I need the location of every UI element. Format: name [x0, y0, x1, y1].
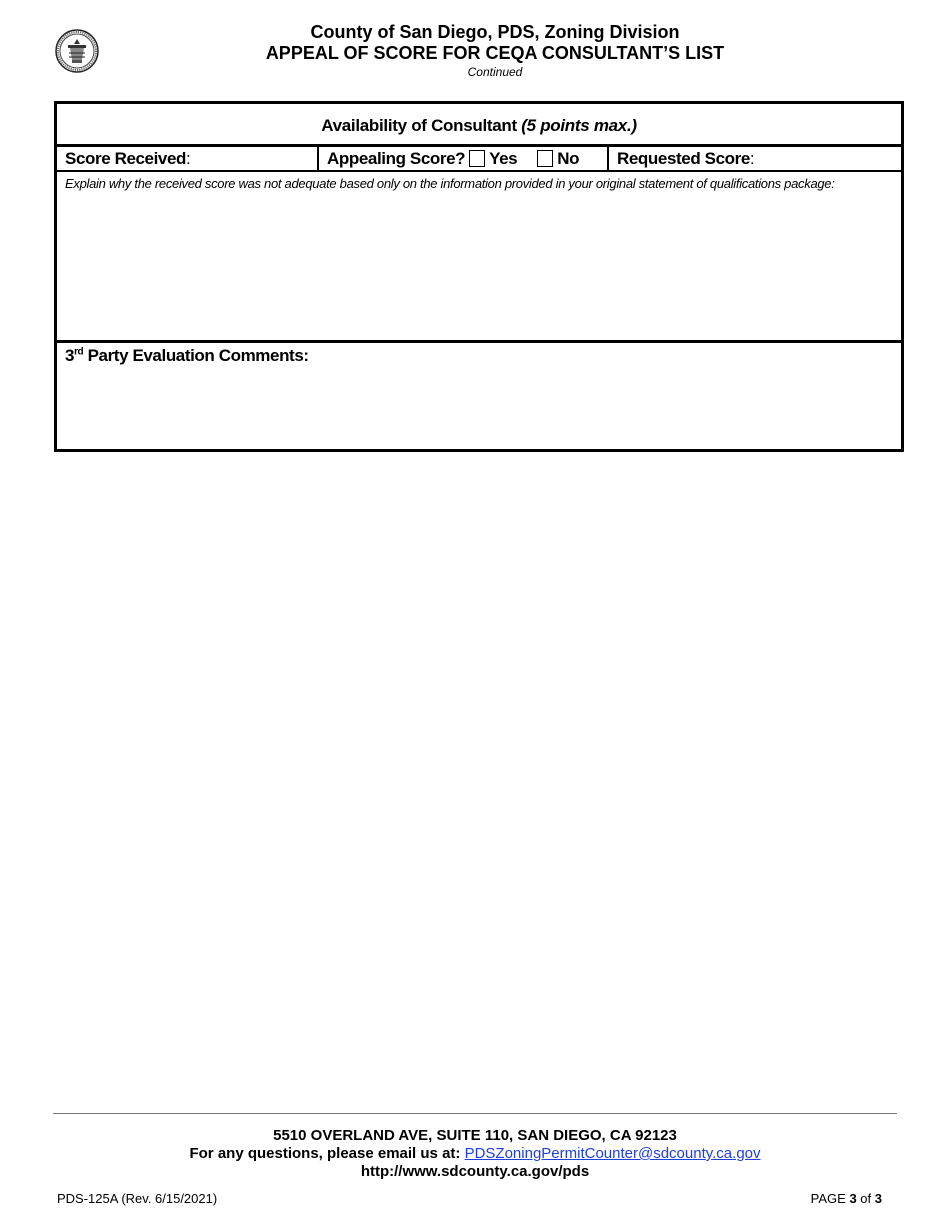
document-header	[0, 22, 950, 80]
appealing-score-label: Appealing Score?	[327, 149, 466, 168]
score-row	[57, 147, 901, 172]
no-checkbox[interactable]	[537, 150, 553, 167]
section-heading	[57, 104, 901, 147]
website-url: http://www.sdcounty.ca.gov/pds	[360, 1163, 590, 1180]
footer	[0, 1127, 950, 1181]
explanation-prompt: Explain why the received score was not adequate based only on the information provided in your original statement of qualifications package:	[65, 176, 835, 191]
third-party-label: 3rd Party Evaluation Comments:	[65, 346, 309, 365]
no-label: No	[557, 149, 580, 168]
appealing-score-field	[319, 147, 609, 170]
section-points: (5 points max.)	[521, 116, 637, 135]
footer-divider	[53, 1113, 897, 1114]
score-received-label: Score Received	[65, 149, 187, 168]
continued-label: Continued	[467, 65, 523, 79]
form-title: APPEAL OF SCORE FOR CEQA CONSULTANT’S LIST	[265, 43, 725, 63]
score-received-field[interactable]: Score Received:	[57, 147, 319, 170]
third-party-comments-area[interactable]	[57, 343, 901, 449]
page-number: PAGE 3 of 3	[810, 1191, 882, 1206]
org-name: County of San Diego, PDS, Zoning Division	[310, 22, 680, 42]
footer-contact	[0, 1145, 950, 1163]
requested-score-label: Requested Score	[617, 149, 750, 168]
yes-label: Yes	[489, 149, 518, 168]
email-link[interactable]: PDSZoningPermitCounter@sdcounty.ca.gov	[464, 1145, 761, 1162]
yes-checkbox[interactable]	[469, 150, 485, 167]
explanation-textarea[interactable]	[57, 172, 901, 343]
requested-score-field[interactable]: Requested Score:	[617, 149, 755, 168]
footer-question-text: For any questions, please email us at:	[189, 1145, 461, 1162]
footer-address: 5510 OVERLAND AVE, SUITE 110, SAN DIEGO, CA 92123	[273, 1127, 677, 1144]
form-revision: PDS-125A (Rev. 6/15/2021)	[57, 1191, 218, 1206]
availability-section	[54, 101, 904, 452]
section-title: Availability of Consultant	[321, 116, 517, 135]
